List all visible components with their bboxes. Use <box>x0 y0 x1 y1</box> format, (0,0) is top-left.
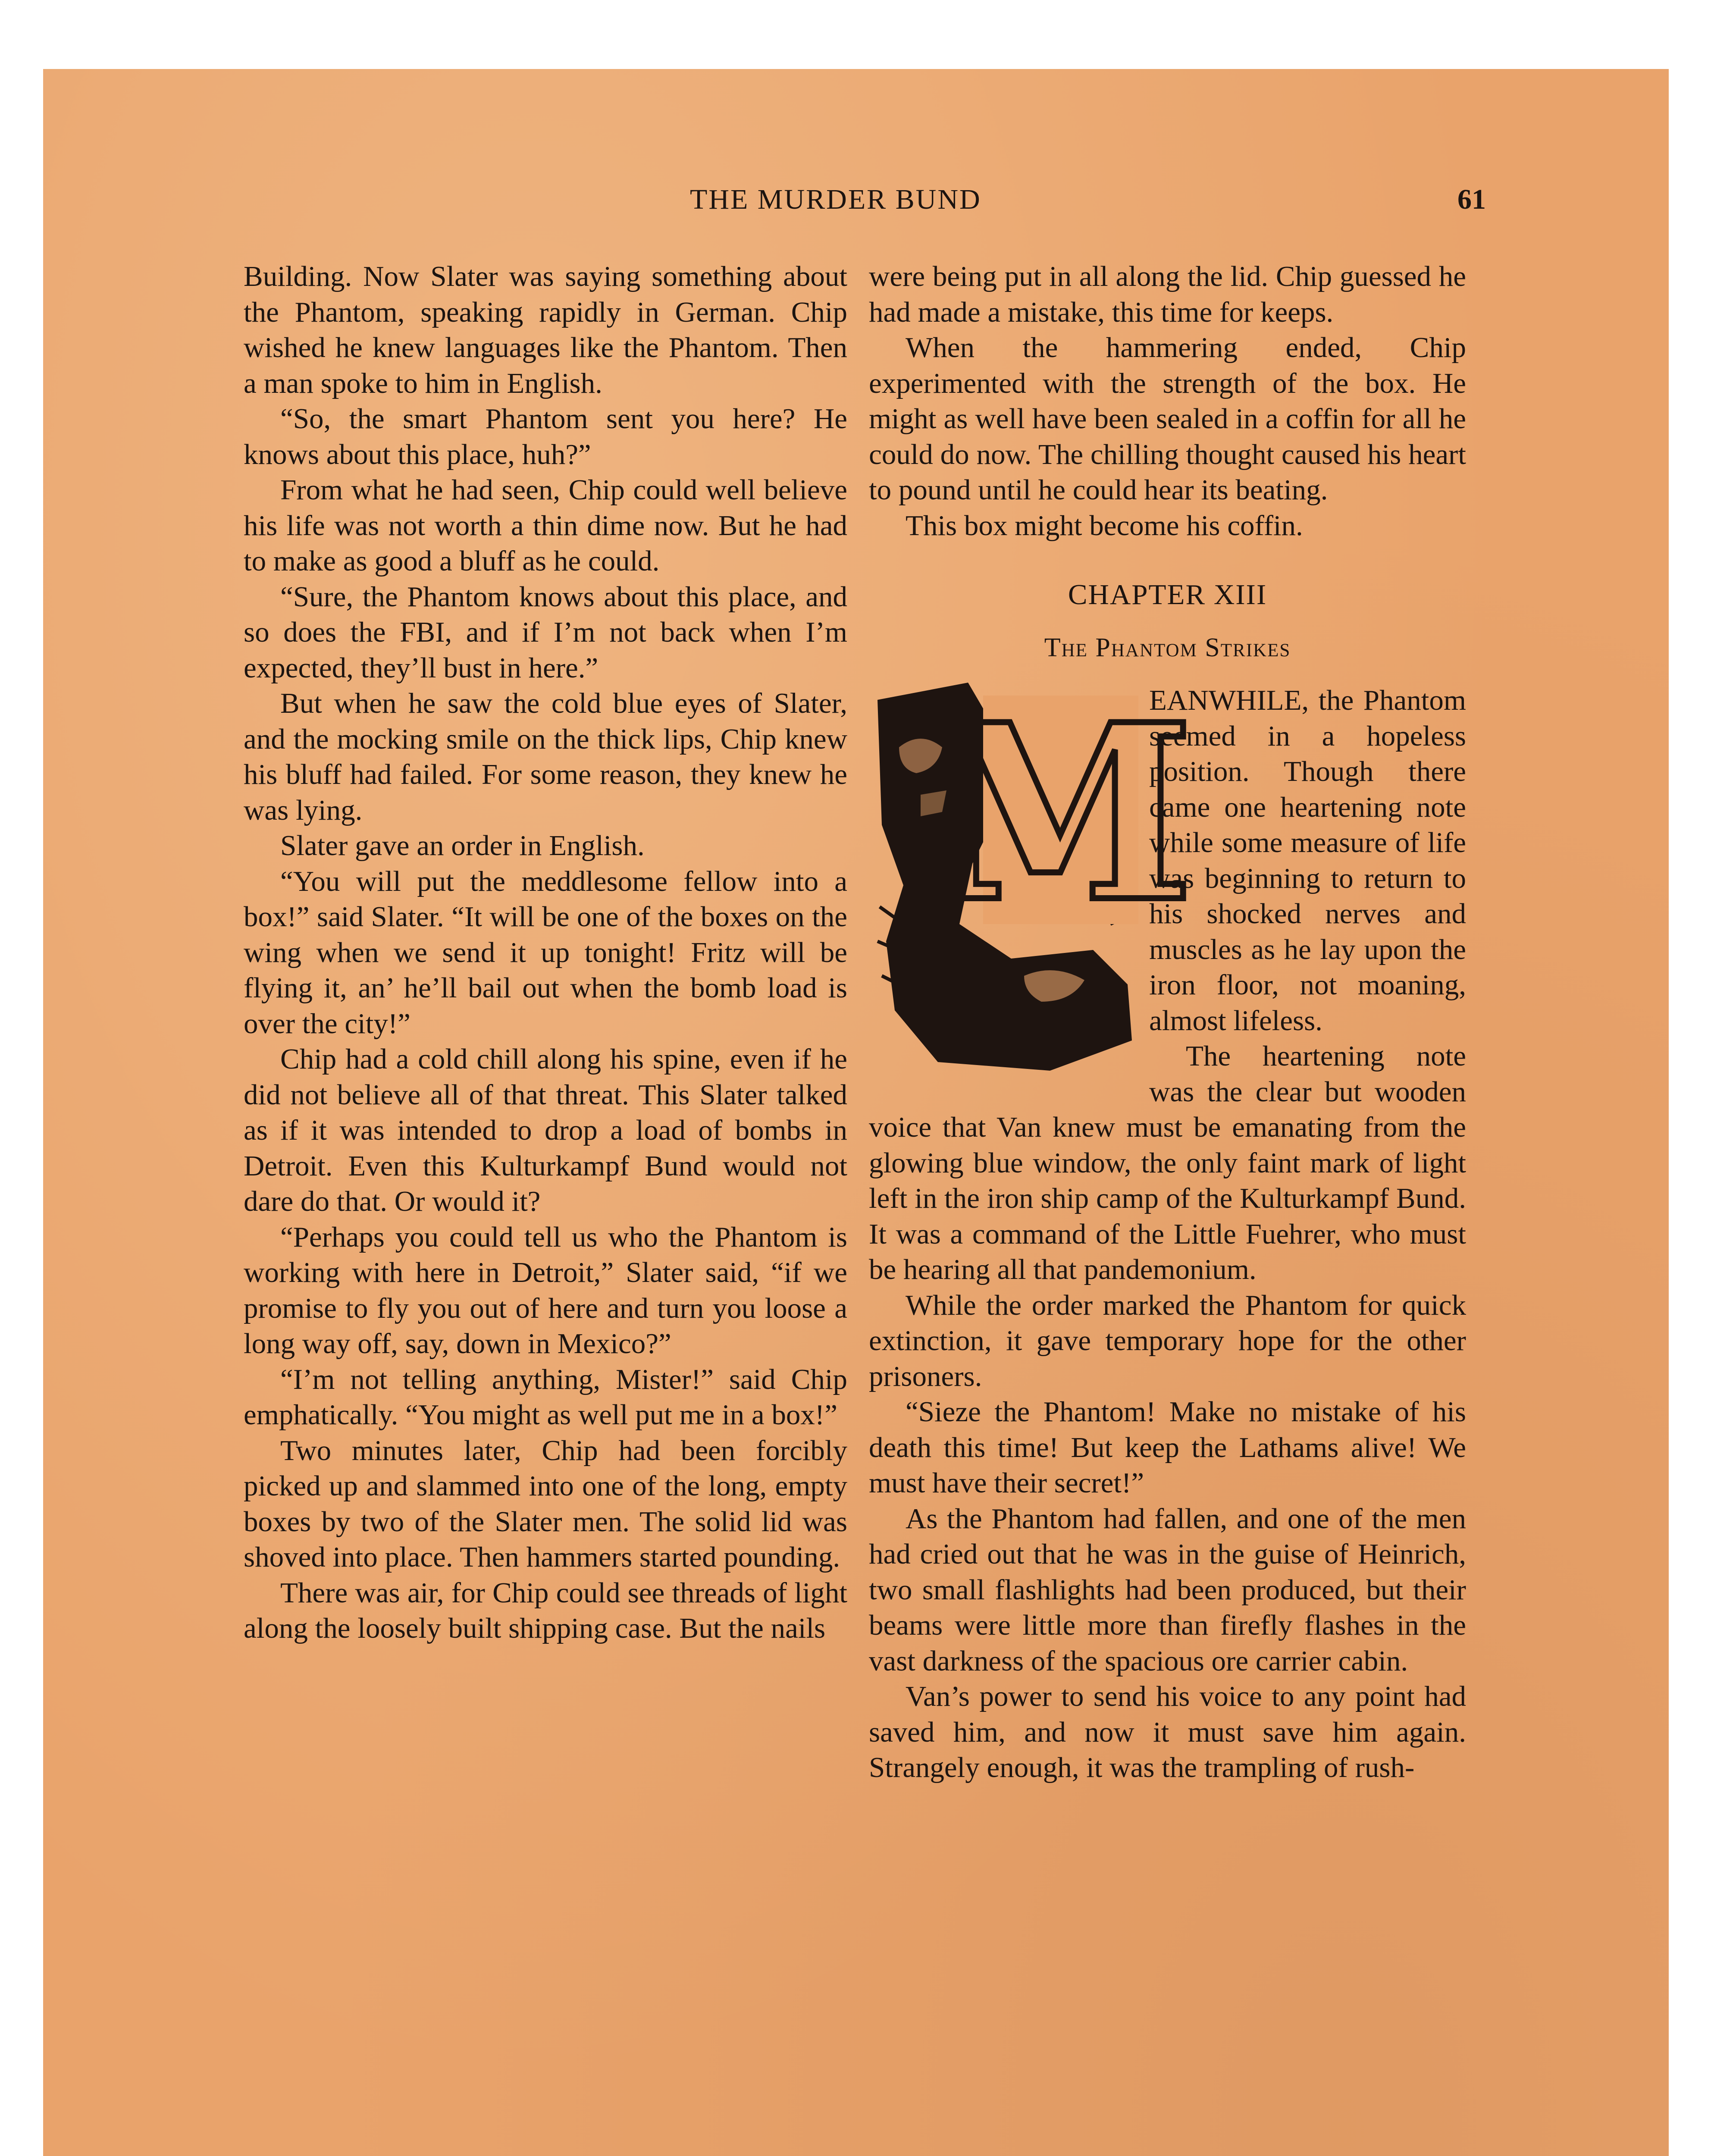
paragraph: were being put in all along the lid. Chip guessed he had made a mistake, this time for keeps. <box>869 260 1466 328</box>
chapter-title: The Phantom Strikes <box>1044 633 1291 662</box>
paragraph: “Sure, the Phantom knows about this place, and so does the FBI, and if I’m not back when I’m expected, they’ll bust in here.” <box>244 580 847 684</box>
paragraph: Van’s power to send his voice to any point had saved him, and now it must save him again. Strangely enough, it was the trampling of rush- <box>869 1680 1466 1783</box>
paragraph: EANWHILE, the Phantom seemed in a hopeless position. Though there came one heartening note while some measure of life was beginning to return to his shocked nerves and muscles as he lay upon the iron floor, not moaning, almost lifeless. <box>1149 684 1466 1037</box>
paragraph: “You will put the meddlesome fellow into a box!” said Slater. “It will be one of the boxes on the wing when we send it up tonight! Fritz will be flying it, an’ he’ll bail out when the bomb load is over the city!” <box>244 865 847 1040</box>
paragraph: “So, the smart Phantom sent you here? He knows about this place, huh?” <box>244 403 847 470</box>
drop-cap-letter: M <box>927 672 1194 956</box>
paragraph: The heartening note was the clear but wooden voice that Van knew must be emanating from the glowing blue window, the only faint mark of light left in the iron ship camp of the Kulturkampf Bund. It was a command of the Little Fuehrer, who must be hearing all that pandemonium. <box>869 1040 1466 1285</box>
paragraph: There was air, for Chip could see threads of light along the loosely built shipping case. But the nails <box>244 1576 847 1644</box>
paragraph: Building. Now Slater was saying something about the Phantom, speaking rapidly in German. Chip wished he knew languages like the Phantom. Then a man spoke to him in English. <box>244 260 847 399</box>
running-head: THE MURDER BUND <box>690 184 981 215</box>
paragraph: Two minutes later, Chip had been forcibly picked up and slammed into one of the long, empty boxes by two of the Slater men. The solid lid was shoved into place. Then hammers started pounding. <box>244 1434 847 1573</box>
paragraph: “Perhaps you could tell us who the Phantom is working with here in Detroit,” Slater said, “if we promise to fly you out of here and turn you loose a long way off, say, down in Mexico?” <box>244 1221 847 1360</box>
paragraph: While the order marked the Phantom for quick extinction, it gave temporary hope for the other prisoners. <box>869 1289 1466 1392</box>
page-number: 61 <box>1457 184 1486 215</box>
drop-cap-illustration <box>869 672 1194 1079</box>
paragraph: This box might become his coffin. <box>906 509 1303 542</box>
paragraph: As the Phantom had fallen, and one of the men had cried out that he was in the guise of Heinrich, two small flashlights had been produced, but their beams were little more than firefly flashes in the vast darkness of the spacious ore carrier cabin. <box>869 1502 1466 1677</box>
paragraph: Slater gave an order in English. <box>280 830 645 862</box>
left-column <box>244 259 847 1646</box>
paragraph: When the hammering ended, Chip experimented with the strength of the box. He might as well have been sealed in a coffin for all he could do now. The chilling thought caused his heart to pound until he could hear its beating. <box>869 332 1466 506</box>
paragraph: From what he had seen, Chip could well believe his life was not worth a thin dime now. But he had to make as good a bluff as he could. <box>244 474 847 577</box>
right-column <box>869 259 1466 1786</box>
paragraph: “I’m not telling anything, Mister!” said Chip emphatically. “You might as well put me in a box!” <box>244 1363 847 1431</box>
paragraph: Chip had a cold chill along his spine, even if he did not believe all of that threat. This Slater talked as if it was intended to drop a load of bombs in Detroit. Even this Kulturkampf Bund would not dare do that. Or would it? <box>244 1043 847 1217</box>
book-page <box>43 69 1669 2156</box>
paragraph: But when he saw the cold blue eyes of Slater, and the mocking smile on the thick lips, Chip knew his bluff had failed. For some reason, they knew he was lying. <box>244 687 847 826</box>
chapter-number: CHAPTER XIII <box>1068 579 1267 611</box>
paragraph: “Sieze the Phantom! Make no mistake of his death this time! But keep the Lathams alive! We must have their secret!” <box>869 1396 1466 1499</box>
